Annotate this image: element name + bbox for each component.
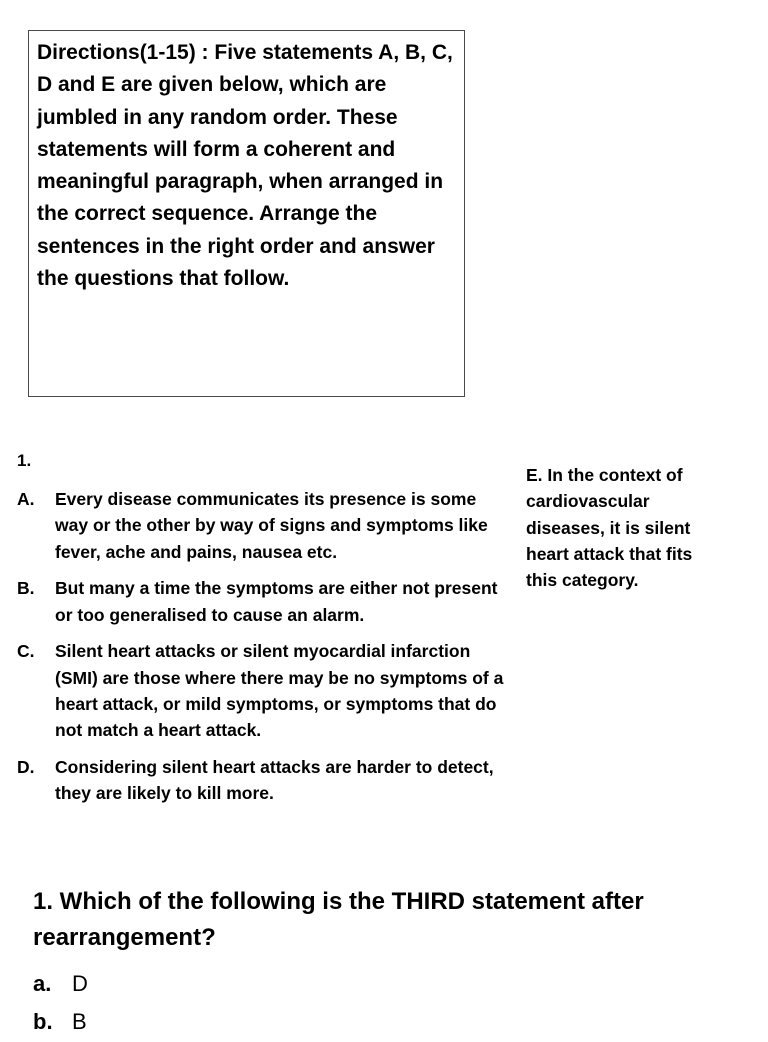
statement-text: Silent heart attacks or silent myocardial infarction (SMI) are those where there may be no symptoms of a heart attack, or mild symptoms, or symptoms that do not match a heart attack. — [55, 641, 504, 741]
option-letter: b. — [33, 1009, 53, 1034]
statement-letter: B. — [17, 578, 35, 599]
statement-b — [17, 575, 512, 628]
statement-letter: D. — [17, 757, 35, 778]
statement-c — [17, 638, 512, 743]
question-text: 1. Which of the following is the THIRD statement after rearrangement? — [33, 888, 644, 951]
statement-text: But many a time the symptoms are either not present or too generalised to cause an alarm. — [55, 578, 498, 625]
question-number: 1. — [17, 451, 32, 470]
option-text: D — [72, 971, 88, 996]
options-list — [33, 966, 88, 1042]
option-b[interactable] — [33, 1004, 88, 1040]
option-letter: a. — [33, 971, 52, 996]
statement-text: Every disease communicates its presence is some way or the other by way of signs and symptoms like fever, ache and pains, nausea etc. — [55, 489, 488, 562]
statement-e: E. In the context of cardiovascular diseases, it is silent heart attack that fits this category. — [526, 465, 693, 591]
statement-letter: A. — [17, 489, 35, 509]
statement-text: Considering silent heart attacks are harder to detect, they are likely to kill more. — [55, 757, 494, 804]
option-text: B — [72, 1009, 87, 1034]
statement-d — [17, 754, 512, 807]
statements-list — [17, 486, 512, 817]
directions-box — [28, 30, 465, 397]
directions-text: Directions(1-15) : Five statements A, B, C, D and E are given below, which are jumbled in any random order. These statements will form a coherent and meaningful paragraph, when arranged in the correct sequence. Arrange the sentences in the right order and answer the questions that follow. — [37, 41, 453, 291]
option-a[interactable] — [33, 966, 88, 1002]
statement-letter: C. — [17, 641, 35, 662]
statement-a — [17, 486, 512, 565]
